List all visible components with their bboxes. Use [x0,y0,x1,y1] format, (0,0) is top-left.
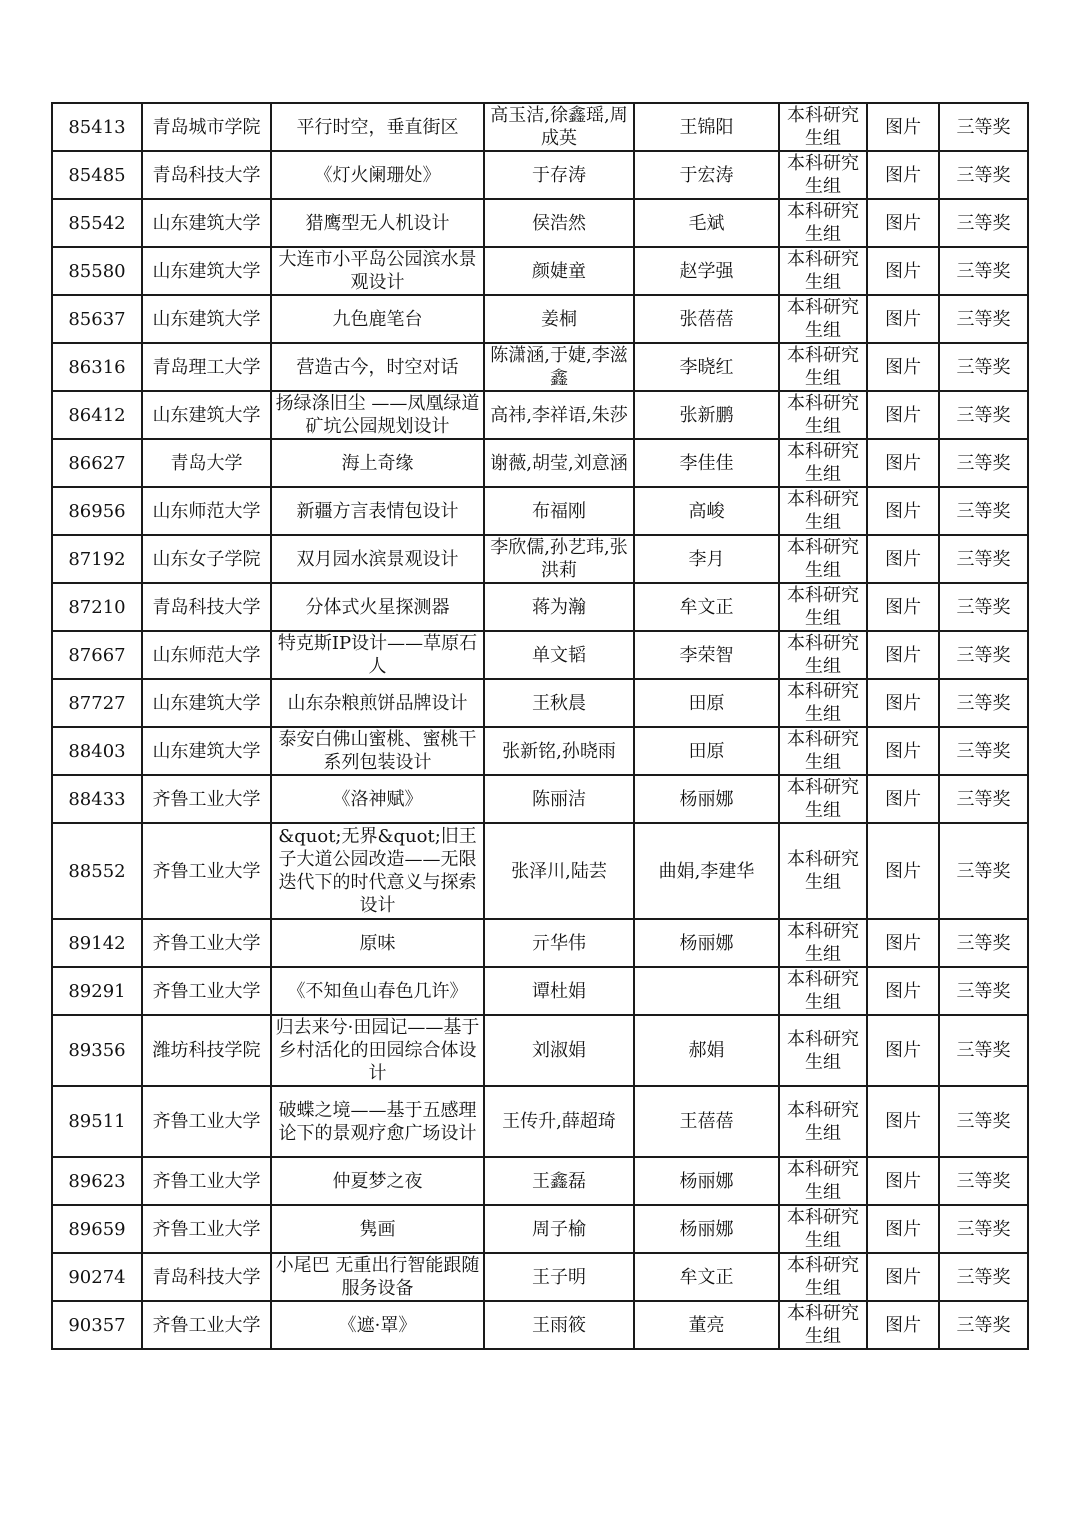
cell-group: 本科研究生组 [779,535,867,583]
cell-category: 图片 [867,679,939,727]
cell-school: 山东师范大学 [142,631,271,679]
cell-school: 齐鲁工业大学 [142,823,271,919]
cell-authors: 高玉洁,徐鑫瑶,周成英 [484,103,634,151]
cell-entry-id: 85413 [52,103,142,151]
cell-award: 三等奖 [939,1015,1028,1086]
cell-entry-id: 88552 [52,823,142,919]
cell-entry-id: 86412 [52,391,142,439]
cell-award: 三等奖 [939,487,1028,535]
cell-category: 图片 [867,439,939,487]
cell-authors: 王雨筱 [484,1301,634,1349]
table-row [52,1086,1028,1157]
cell-entry-id: 86956 [52,487,142,535]
table-row [52,295,1028,343]
cell-school: 青岛科技大学 [142,583,271,631]
cell-category: 图片 [867,1301,939,1349]
cell-authors: 张泽川,陆芸 [484,823,634,919]
cell-category: 图片 [867,1205,939,1253]
table-row [52,439,1028,487]
cell-authors: 单文韬 [484,631,634,679]
cell-category: 图片 [867,823,939,919]
cell-award: 三等奖 [939,295,1028,343]
cell-school: 齐鲁工业大学 [142,919,271,967]
cell-authors: 布福刚 [484,487,634,535]
table-row [52,247,1028,295]
table-row [52,1015,1028,1086]
cell-work-title: 大连市小平岛公园滨水景观设计 [271,247,484,295]
cell-category: 图片 [867,103,939,151]
cell-group: 本科研究生组 [779,1301,867,1349]
cell-group: 本科研究生组 [779,199,867,247]
cell-school: 青岛大学 [142,439,271,487]
cell-advisor: 张蓓蓓 [634,295,779,343]
cell-category: 图片 [867,487,939,535]
table-row [52,775,1028,823]
cell-school: 齐鲁工业大学 [142,1205,271,1253]
cell-authors: 亓华伟 [484,919,634,967]
table-row [52,1157,1028,1205]
cell-entry-id: 90357 [52,1301,142,1349]
cell-advisor: 郝娟 [634,1015,779,1086]
cell-advisor: 高峻 [634,487,779,535]
cell-group: 本科研究生组 [779,439,867,487]
cell-entry-id: 89511 [52,1086,142,1157]
table-row [52,487,1028,535]
cell-advisor: 王蓓蓓 [634,1086,779,1157]
table-row [52,679,1028,727]
cell-group: 本科研究生组 [779,103,867,151]
cell-school: 山东建筑大学 [142,679,271,727]
table-row [52,631,1028,679]
cell-group: 本科研究生组 [779,151,867,199]
cell-authors: 刘淑娟 [484,1015,634,1086]
cell-advisor: 李佳佳 [634,439,779,487]
cell-group: 本科研究生组 [779,679,867,727]
cell-work-title: 营造古今，时空对话 [271,343,484,391]
cell-entry-id: 88433 [52,775,142,823]
cell-entry-id: 89659 [52,1205,142,1253]
cell-school: 齐鲁工业大学 [142,775,271,823]
cell-group: 本科研究生组 [779,631,867,679]
cell-work-title: 小尾巴 无重出行智能跟随服务设备 [271,1253,484,1301]
award-list-sheet [51,102,1027,1350]
cell-work-title: 原味 [271,919,484,967]
cell-award: 三等奖 [939,535,1028,583]
cell-entry-id: 87210 [52,583,142,631]
cell-award: 三等奖 [939,1253,1028,1301]
cell-award: 三等奖 [939,583,1028,631]
cell-group: 本科研究生组 [779,247,867,295]
cell-authors: 颜婕童 [484,247,634,295]
cell-entry-id: 85637 [52,295,142,343]
cell-entry-id: 86316 [52,343,142,391]
cell-advisor: 牟文正 [634,1253,779,1301]
cell-school: 山东建筑大学 [142,199,271,247]
cell-school: 齐鲁工业大学 [142,1301,271,1349]
cell-award: 三等奖 [939,1086,1028,1157]
cell-category: 图片 [867,535,939,583]
cell-authors: 张新铭,孙晓雨 [484,727,634,775]
cell-group: 本科研究生组 [779,1086,867,1157]
cell-award: 三等奖 [939,247,1028,295]
table-row [52,535,1028,583]
cell-advisor [634,967,779,1015]
cell-award: 三等奖 [939,919,1028,967]
cell-work-title: 扬绿涤旧尘 ——凤凰绿道矿坑公园规划设计 [271,391,484,439]
cell-group: 本科研究生组 [779,1205,867,1253]
cell-advisor: 李月 [634,535,779,583]
cell-work-title: 《不知鱼山春色几许》 [271,967,484,1015]
table-row [52,583,1028,631]
cell-category: 图片 [867,1157,939,1205]
cell-category: 图片 [867,919,939,967]
cell-award: 三等奖 [939,679,1028,727]
cell-award: 三等奖 [939,199,1028,247]
cell-work-title: 归去来兮·田园记——基于乡村活化的田园综合体设计 [271,1015,484,1086]
cell-entry-id: 89356 [52,1015,142,1086]
cell-school: 青岛科技大学 [142,151,271,199]
cell-entry-id: 89142 [52,919,142,967]
cell-authors: 侯浩然 [484,199,634,247]
cell-group: 本科研究生组 [779,391,867,439]
cell-advisor: 杨丽娜 [634,1205,779,1253]
cell-work-title: 新疆方言表情包设计 [271,487,484,535]
cell-authors: 王子明 [484,1253,634,1301]
cell-category: 图片 [867,295,939,343]
cell-work-title: 仲夏梦之夜 [271,1157,484,1205]
table-row [52,823,1028,919]
table-row [52,1253,1028,1301]
cell-group: 本科研究生组 [779,919,867,967]
cell-authors: 陈丽洁 [484,775,634,823]
cell-group: 本科研究生组 [779,487,867,535]
table-row [52,1301,1028,1349]
cell-group: 本科研究生组 [779,1157,867,1205]
cell-school: 潍坊科技学院 [142,1015,271,1086]
cell-advisor: 董亮 [634,1301,779,1349]
award-table [51,102,1029,1350]
cell-authors: 周子榆 [484,1205,634,1253]
cell-group: 本科研究生组 [779,1015,867,1086]
cell-group: 本科研究生组 [779,1253,867,1301]
cell-work-title: &quot;无界&quot;旧王子大道公园改造——无限迭代下的时代意义与探索设计 [271,823,484,919]
table-row [52,103,1028,151]
cell-advisor: 曲娟,李建华 [634,823,779,919]
cell-advisor: 于宏涛 [634,151,779,199]
cell-category: 图片 [867,727,939,775]
cell-authors: 王鑫磊 [484,1157,634,1205]
table-row [52,1205,1028,1253]
cell-entry-id: 87192 [52,535,142,583]
cell-advisor: 杨丽娜 [634,919,779,967]
cell-award: 三等奖 [939,823,1028,919]
cell-entry-id: 89623 [52,1157,142,1205]
cell-award: 三等奖 [939,1301,1028,1349]
cell-category: 图片 [867,343,939,391]
cell-group: 本科研究生组 [779,823,867,919]
cell-group: 本科研究生组 [779,967,867,1015]
cell-category: 图片 [867,1015,939,1086]
cell-authors: 谢薇,胡莹,刘意涵 [484,439,634,487]
cell-advisor: 牟文正 [634,583,779,631]
cell-award: 三等奖 [939,391,1028,439]
cell-award: 三等奖 [939,343,1028,391]
cell-category: 图片 [867,247,939,295]
cell-school: 山东建筑大学 [142,247,271,295]
cell-work-title: 破蝶之境——基于五感理论下的景观疗愈广场设计 [271,1086,484,1157]
cell-school: 山东师范大学 [142,487,271,535]
cell-award: 三等奖 [939,967,1028,1015]
cell-category: 图片 [867,1086,939,1157]
cell-award: 三等奖 [939,1205,1028,1253]
cell-school: 齐鲁工业大学 [142,967,271,1015]
cell-category: 图片 [867,1253,939,1301]
cell-work-title: 分体式火星探测器 [271,583,484,631]
cell-work-title: 《灯火阑珊处》 [271,151,484,199]
cell-entry-id: 87727 [52,679,142,727]
cell-authors: 李欣儒,孙艺玮,张洪莉 [484,535,634,583]
cell-authors: 王传升,薛超琦 [484,1086,634,1157]
table-row [52,727,1028,775]
cell-entry-id: 86627 [52,439,142,487]
cell-group: 本科研究生组 [779,775,867,823]
table-row [52,967,1028,1015]
cell-work-title: 泰安白佛山蜜桃、蜜桃干系列包装设计 [271,727,484,775]
cell-work-title: 九色鹿笔台 [271,295,484,343]
cell-category: 图片 [867,199,939,247]
cell-authors: 陈潇涵,于婕,李滋鑫 [484,343,634,391]
cell-work-title: 猎鹰型无人机设计 [271,199,484,247]
cell-work-title: 特克斯IP设计——草原石人 [271,631,484,679]
cell-group: 本科研究生组 [779,727,867,775]
cell-award: 三等奖 [939,103,1028,151]
cell-school: 山东建筑大学 [142,391,271,439]
cell-entry-id: 85580 [52,247,142,295]
cell-category: 图片 [867,391,939,439]
cell-award: 三等奖 [939,1157,1028,1205]
table-row [52,199,1028,247]
cell-entry-id: 88403 [52,727,142,775]
cell-advisor: 张新鹏 [634,391,779,439]
cell-school: 山东女子学院 [142,535,271,583]
cell-advisor: 李晓红 [634,343,779,391]
cell-group: 本科研究生组 [779,295,867,343]
cell-school: 山东建筑大学 [142,295,271,343]
cell-entry-id: 87667 [52,631,142,679]
cell-work-title: 平行时空，垂直街区 [271,103,484,151]
cell-category: 图片 [867,631,939,679]
cell-authors: 谭杜娟 [484,967,634,1015]
cell-advisor: 赵学强 [634,247,779,295]
cell-award: 三等奖 [939,727,1028,775]
cell-work-title: 山东杂粮煎饼品牌设计 [271,679,484,727]
cell-advisor: 毛斌 [634,199,779,247]
cell-authors: 于存涛 [484,151,634,199]
cell-group: 本科研究生组 [779,583,867,631]
cell-category: 图片 [867,151,939,199]
cell-advisor: 田原 [634,727,779,775]
cell-advisor: 田原 [634,679,779,727]
cell-school: 山东建筑大学 [142,727,271,775]
cell-group: 本科研究生组 [779,343,867,391]
cell-school: 齐鲁工业大学 [142,1157,271,1205]
cell-advisor: 杨丽娜 [634,775,779,823]
cell-school: 青岛理工大学 [142,343,271,391]
cell-school: 青岛城市学院 [142,103,271,151]
table-row [52,391,1028,439]
table-row [52,343,1028,391]
table-row [52,919,1028,967]
cell-category: 图片 [867,967,939,1015]
cell-authors: 王秋晨 [484,679,634,727]
cell-category: 图片 [867,775,939,823]
cell-category: 图片 [867,583,939,631]
cell-authors: 姜桐 [484,295,634,343]
cell-advisor: 王锦阳 [634,103,779,151]
cell-advisor: 李荣智 [634,631,779,679]
table-row [52,151,1028,199]
cell-entry-id: 85542 [52,199,142,247]
cell-entry-id: 90274 [52,1253,142,1301]
cell-school: 齐鲁工业大学 [142,1086,271,1157]
cell-authors: 高祎,李祥语,朱莎 [484,391,634,439]
cell-award: 三等奖 [939,151,1028,199]
cell-authors: 蒋为瀚 [484,583,634,631]
cell-work-title: 海上奇缘 [271,439,484,487]
cell-award: 三等奖 [939,631,1028,679]
cell-entry-id: 85485 [52,151,142,199]
cell-award: 三等奖 [939,775,1028,823]
cell-work-title: 双月园水滨景观设计 [271,535,484,583]
award-table-body [52,103,1028,1349]
cell-work-title: 隽画 [271,1205,484,1253]
cell-award: 三等奖 [939,439,1028,487]
cell-school: 青岛科技大学 [142,1253,271,1301]
cell-work-title: 《洛神赋》 [271,775,484,823]
cell-advisor: 杨丽娜 [634,1157,779,1205]
cell-work-title: 《遮·罩》 [271,1301,484,1349]
cell-entry-id: 89291 [52,967,142,1015]
